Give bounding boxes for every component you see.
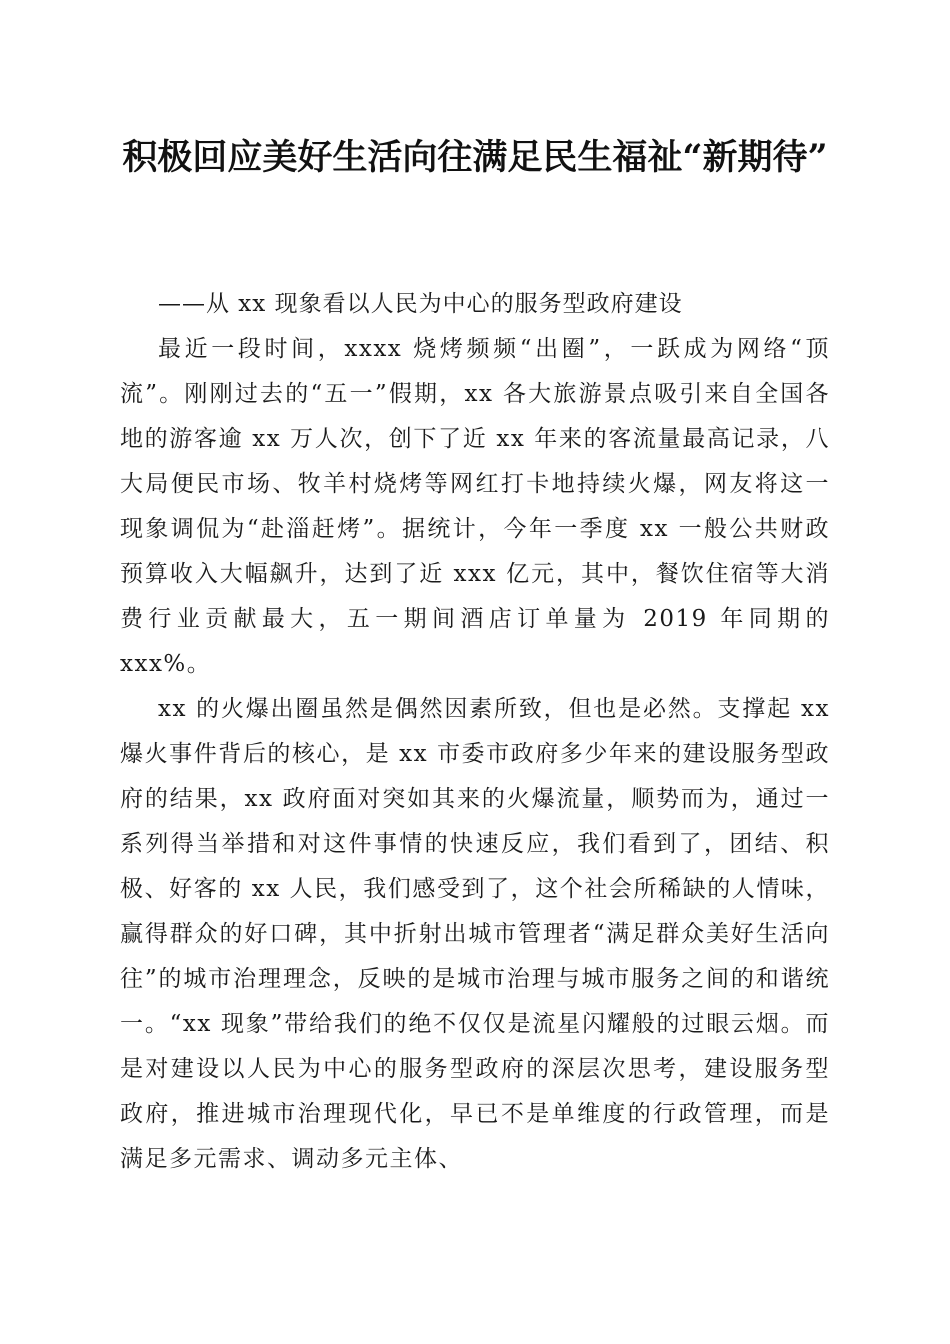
- document-body: [120, 282, 830, 1182]
- paragraph: xx 的火爆出圈虽然是偶然因素所致，但也是必然。支撑起 xx 爆火事件背后的核心，是 xx 市委市政府多少年来的建设服务型政府的结果，xx 政府面对突如其来的火爆流量，顺势而为，通过一系列得当举措和对这件事情的快速反应，我们看到了，团结、积极、好客的 xx 人民，我们感受到了，这个社会所稀缺的人情味，赢得群众的好口碑，其中折射出城市管理者“满足群众美好生活向往”的城市治理理念，反映的是城市治理与城市服务之间的和谐统一。“xx 现象”带给我们的绝不仅仅是流星闪耀般的过眼云烟。而是对建设以人民为中心的服务型政府的深层次思考，建设服务型政府，推进城市治理现代化，早已不是单维度的行政管理，而是满足多元需求、调动多元主体、: [120, 696, 830, 1172]
- document-title: 积极回应美好生活向往满足民生福祉“新期待”: [122, 137, 828, 178]
- document-subtitle: ——从 xx 现象看以人民为中心的服务型政府建设: [158, 291, 683, 317]
- paragraph: 最近一段时间，xxxx 烧烤频频“出圈”，一跃成为网络“顶流”。刚刚过去的“五一”假期，xx 各大旅游景点吸引来自全国各地的游客逾 xx 万人次，创下了近 xx 年来的客流量最高记录，八大局便民市场、牧羊村烧烤等网红打卡地持续火爆，网友将这一现象调侃为“赴淄赶烤”。据统计，今年一季度 xx 一般公共财政预算收入大幅飙升，达到了近 xxx 亿元，其中，餐饮住宿等大消费行业贡献最大，五一期间酒店订单量为 2019 年同期的 xxx%。: [120, 336, 830, 677]
